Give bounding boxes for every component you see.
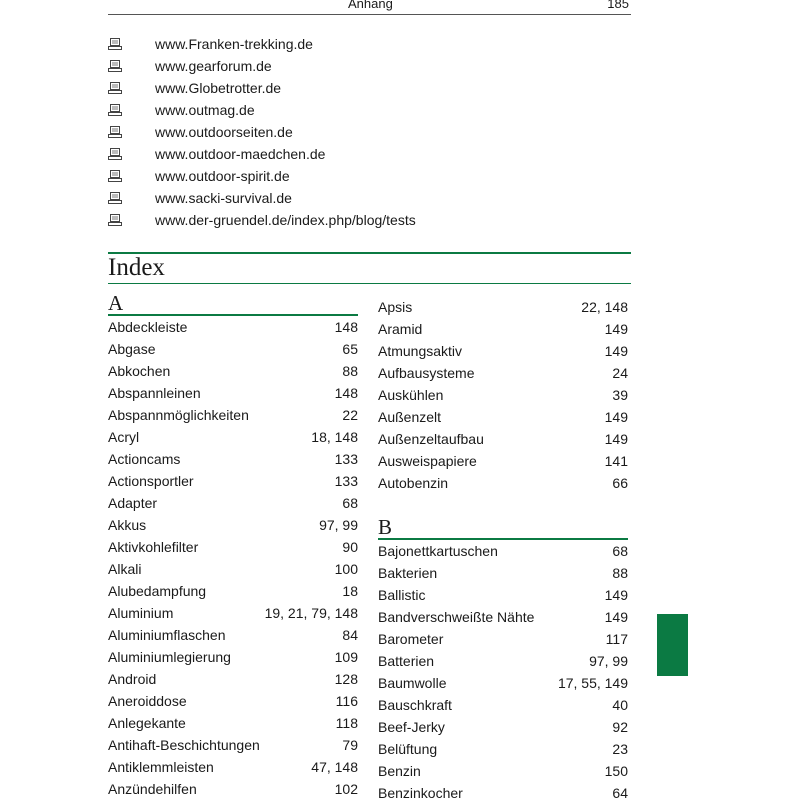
index-term: Antiklemmleisten: [108, 759, 214, 775]
index-term: Aluminiumflaschen: [108, 627, 226, 643]
index-pages: 40: [612, 697, 628, 713]
index-pages: 68: [342, 495, 358, 511]
computer-icon-wrap: [108, 214, 155, 226]
index-entry: [378, 716, 628, 738]
index-pages: 128: [334, 671, 358, 687]
index-entry: [108, 536, 358, 558]
index-entry: [378, 650, 628, 672]
index-pages: 17, 55, 149: [557, 675, 628, 691]
index-entry: [108, 426, 358, 448]
index-entry: [108, 646, 358, 668]
index-term: Barometer: [378, 631, 444, 647]
index-entry: [108, 734, 358, 756]
letter-gap: [378, 494, 628, 516]
index-term: Autobenzin: [378, 475, 449, 491]
computer-icon-wrap: [108, 82, 155, 94]
index-entry: [108, 558, 358, 580]
index-entry: [108, 404, 358, 426]
index-entry: [378, 428, 628, 450]
index-pages: 92: [612, 719, 628, 735]
index-pages: 118: [335, 715, 358, 731]
index-pages: 149: [604, 587, 628, 603]
index-pages: 133: [334, 451, 358, 467]
index-term: Aramid: [378, 321, 423, 337]
index-entry: [108, 470, 358, 492]
index-term: Alkali: [108, 561, 142, 577]
index-pages: 23: [612, 741, 628, 757]
index-entry: [378, 340, 628, 362]
index-term: Benzinkocher: [378, 785, 463, 801]
index-term: Bajonettkartuschen: [378, 543, 498, 559]
index-pages: 97, 99: [589, 653, 628, 669]
index-term: Anzündehilfen: [108, 781, 197, 797]
index-term: Atmungsaktiv: [378, 343, 463, 359]
link-list: [108, 33, 508, 231]
link-item: [108, 55, 508, 77]
index-term: Bandverschweißte Nähte: [378, 609, 535, 625]
computer-icon-wrap: [108, 104, 155, 116]
index-pages: 133: [334, 473, 358, 489]
index-term: Bakterien: [378, 565, 438, 581]
computer-icon: [108, 192, 122, 204]
index-entry: [108, 360, 358, 382]
index-entry: [108, 756, 358, 778]
index-pages: 109: [334, 649, 358, 665]
index-pages: 150: [604, 763, 628, 779]
index-entry: [108, 602, 358, 624]
index-pages: 84: [342, 627, 358, 643]
running-header: [108, 0, 631, 15]
index-term: Aktivkohlefilter: [108, 539, 199, 555]
link-item: [108, 33, 508, 55]
computer-icon: [108, 38, 122, 50]
index-term: Abspannmöglichkeiten: [108, 407, 249, 423]
index-term: Auskühlen: [378, 387, 444, 403]
index-pages: 97, 99: [319, 517, 358, 533]
index-entry: [378, 406, 628, 428]
index-entry: [108, 382, 358, 404]
computer-icon: [108, 60, 122, 72]
index-term: Apsis: [378, 299, 413, 315]
index-entry: [378, 628, 628, 650]
index-pages: 88: [612, 565, 628, 581]
index-entry: [378, 472, 628, 494]
link-item: [108, 187, 508, 209]
index-entry: [108, 448, 358, 470]
index-pages: 148: [334, 319, 358, 335]
index-entry: [108, 624, 358, 646]
index-pages: 18, 148: [311, 429, 358, 445]
letter-heading-b: B: [378, 516, 628, 540]
index-pages: 148: [334, 385, 358, 401]
index-term: Ausweispapiere: [378, 453, 477, 469]
link-item: [108, 165, 508, 187]
index-entry: [378, 672, 628, 694]
link-item: [108, 77, 508, 99]
index-entry: [378, 606, 628, 628]
index-term: Batterien: [378, 653, 435, 669]
index-entry: [108, 668, 358, 690]
page-number: 185: [607, 0, 629, 11]
link-item: [108, 121, 508, 143]
index-pages: 79: [342, 737, 358, 753]
index-pages: 116: [335, 693, 358, 709]
index-pages: 19, 21, 79, 148: [264, 605, 358, 621]
computer-icon-wrap: [108, 192, 155, 204]
link-url[interactable]: www.outdoor-maedchen.de: [155, 146, 326, 162]
index-term: Anlegekante: [108, 715, 186, 731]
index-term: Aneroiddose: [108, 693, 187, 709]
index-term: Außenzeltaufbau: [378, 431, 484, 447]
computer-icon-wrap: [108, 126, 155, 138]
index-pages: 39: [612, 387, 628, 403]
index-term: Beef-Jerky: [378, 719, 445, 735]
index-column-left: [108, 292, 358, 800]
computer-icon: [108, 104, 122, 116]
index-term: Antihaft-Beschichtungen: [108, 737, 260, 753]
computer-icon-wrap: [108, 170, 155, 182]
index-term: Ballistic: [378, 587, 426, 603]
index-term: Außenzelt: [378, 409, 442, 425]
index-term: Actionsportler: [108, 473, 194, 489]
index-entry: [378, 584, 628, 606]
index-entry: [108, 712, 358, 734]
index-term: Aluminiumlegierung: [108, 649, 231, 665]
index-pages: 18: [342, 583, 358, 599]
index-pages: 64: [612, 785, 628, 801]
index-term: Android: [108, 671, 157, 687]
index-entry: [378, 562, 628, 584]
index-term: Akkus: [108, 517, 147, 533]
index-entry: [378, 296, 628, 318]
index-term: Aluminium: [108, 605, 174, 621]
index-term: Actioncams: [108, 451, 181, 467]
link-item: [108, 209, 508, 231]
link-url[interactable]: www.gearforum.de: [155, 58, 272, 74]
thumb-index-tab: [657, 614, 688, 676]
index-term: Acryl: [108, 429, 140, 445]
index-term: Alubedampfung: [108, 583, 207, 599]
computer-icon: [108, 214, 122, 226]
index-pages: 22: [342, 407, 358, 423]
index-entry: [108, 338, 358, 360]
index-entry: [378, 694, 628, 716]
index-pages: 22, 148: [581, 299, 628, 315]
index-term: Baumwolle: [378, 675, 447, 691]
index-pages: 117: [605, 631, 628, 647]
index-term: Abdeckleiste: [108, 319, 188, 335]
link-url[interactable]: www.outdoorseiten.de: [155, 124, 293, 140]
index-column-right: [378, 296, 628, 804]
index-pages: 68: [612, 543, 628, 559]
index-pages: 66: [612, 475, 628, 491]
index-entry: [108, 690, 358, 712]
index-pages: 88: [342, 363, 358, 379]
index-entry: [108, 316, 358, 338]
computer-icon-wrap: [108, 60, 155, 72]
index-pages: 65: [342, 341, 358, 357]
index-term: Belüftung: [378, 741, 438, 757]
computer-icon: [108, 148, 122, 160]
link-url[interactable]: www.sacki-survival.de: [155, 190, 292, 206]
computer-icon: [108, 82, 122, 94]
index-pages: 102: [334, 781, 358, 797]
link-url[interactable]: www.Globetrotter.de: [155, 80, 282, 96]
index-entry: [378, 738, 628, 760]
index-term: Bauschkraft: [378, 697, 452, 713]
index-entry: [378, 760, 628, 782]
index-entry: [108, 580, 358, 602]
index-entry: [378, 540, 628, 562]
computer-icon: [108, 126, 122, 138]
index-pages: 24: [612, 365, 628, 381]
index-term: Abgase: [108, 341, 156, 357]
index-term: Aufbausysteme: [378, 365, 475, 381]
link-item: [108, 99, 508, 121]
computer-icon-wrap: [108, 148, 155, 160]
index-term: Adapter: [108, 495, 158, 511]
index-entry: [378, 318, 628, 340]
link-url[interactable]: www.outmag.de: [155, 102, 255, 118]
index-entry: [378, 384, 628, 406]
index-entry: [378, 450, 628, 472]
index-entry: [108, 514, 358, 536]
index-term: Abkochen: [108, 363, 171, 379]
index-pages: 149: [604, 409, 628, 425]
index-entry: [108, 778, 358, 800]
index-rule-bottom: [108, 283, 631, 284]
index-rule-top: [108, 252, 631, 254]
link-url[interactable]: www.outdoor-spirit.de: [155, 168, 290, 184]
link-item: [108, 143, 508, 165]
letter-heading-a: A: [108, 292, 358, 316]
index-entry: [378, 782, 628, 804]
link-url[interactable]: www.der-gruendel.de/index.php/blog/tests: [155, 212, 416, 228]
computer-icon-wrap: [108, 38, 155, 50]
link-url[interactable]: www.Franken-trekking.de: [155, 36, 313, 52]
computer-icon: [108, 170, 122, 182]
index-pages: 141: [604, 453, 628, 469]
index-entry: [378, 362, 628, 384]
index-pages: 149: [604, 343, 628, 359]
index-entry: [108, 492, 358, 514]
index-title: Index: [108, 254, 165, 281]
index-pages: 90: [342, 539, 358, 555]
index-pages: 47, 148: [311, 759, 358, 775]
index-term: Benzin: [378, 763, 421, 779]
index-pages: 100: [334, 561, 358, 577]
index-term: Abspannleinen: [108, 385, 201, 401]
index-pages: 149: [604, 431, 628, 447]
chapter-title: Anhang: [348, 0, 393, 11]
index-pages: 149: [604, 609, 628, 625]
index-pages: 149: [604, 321, 628, 337]
